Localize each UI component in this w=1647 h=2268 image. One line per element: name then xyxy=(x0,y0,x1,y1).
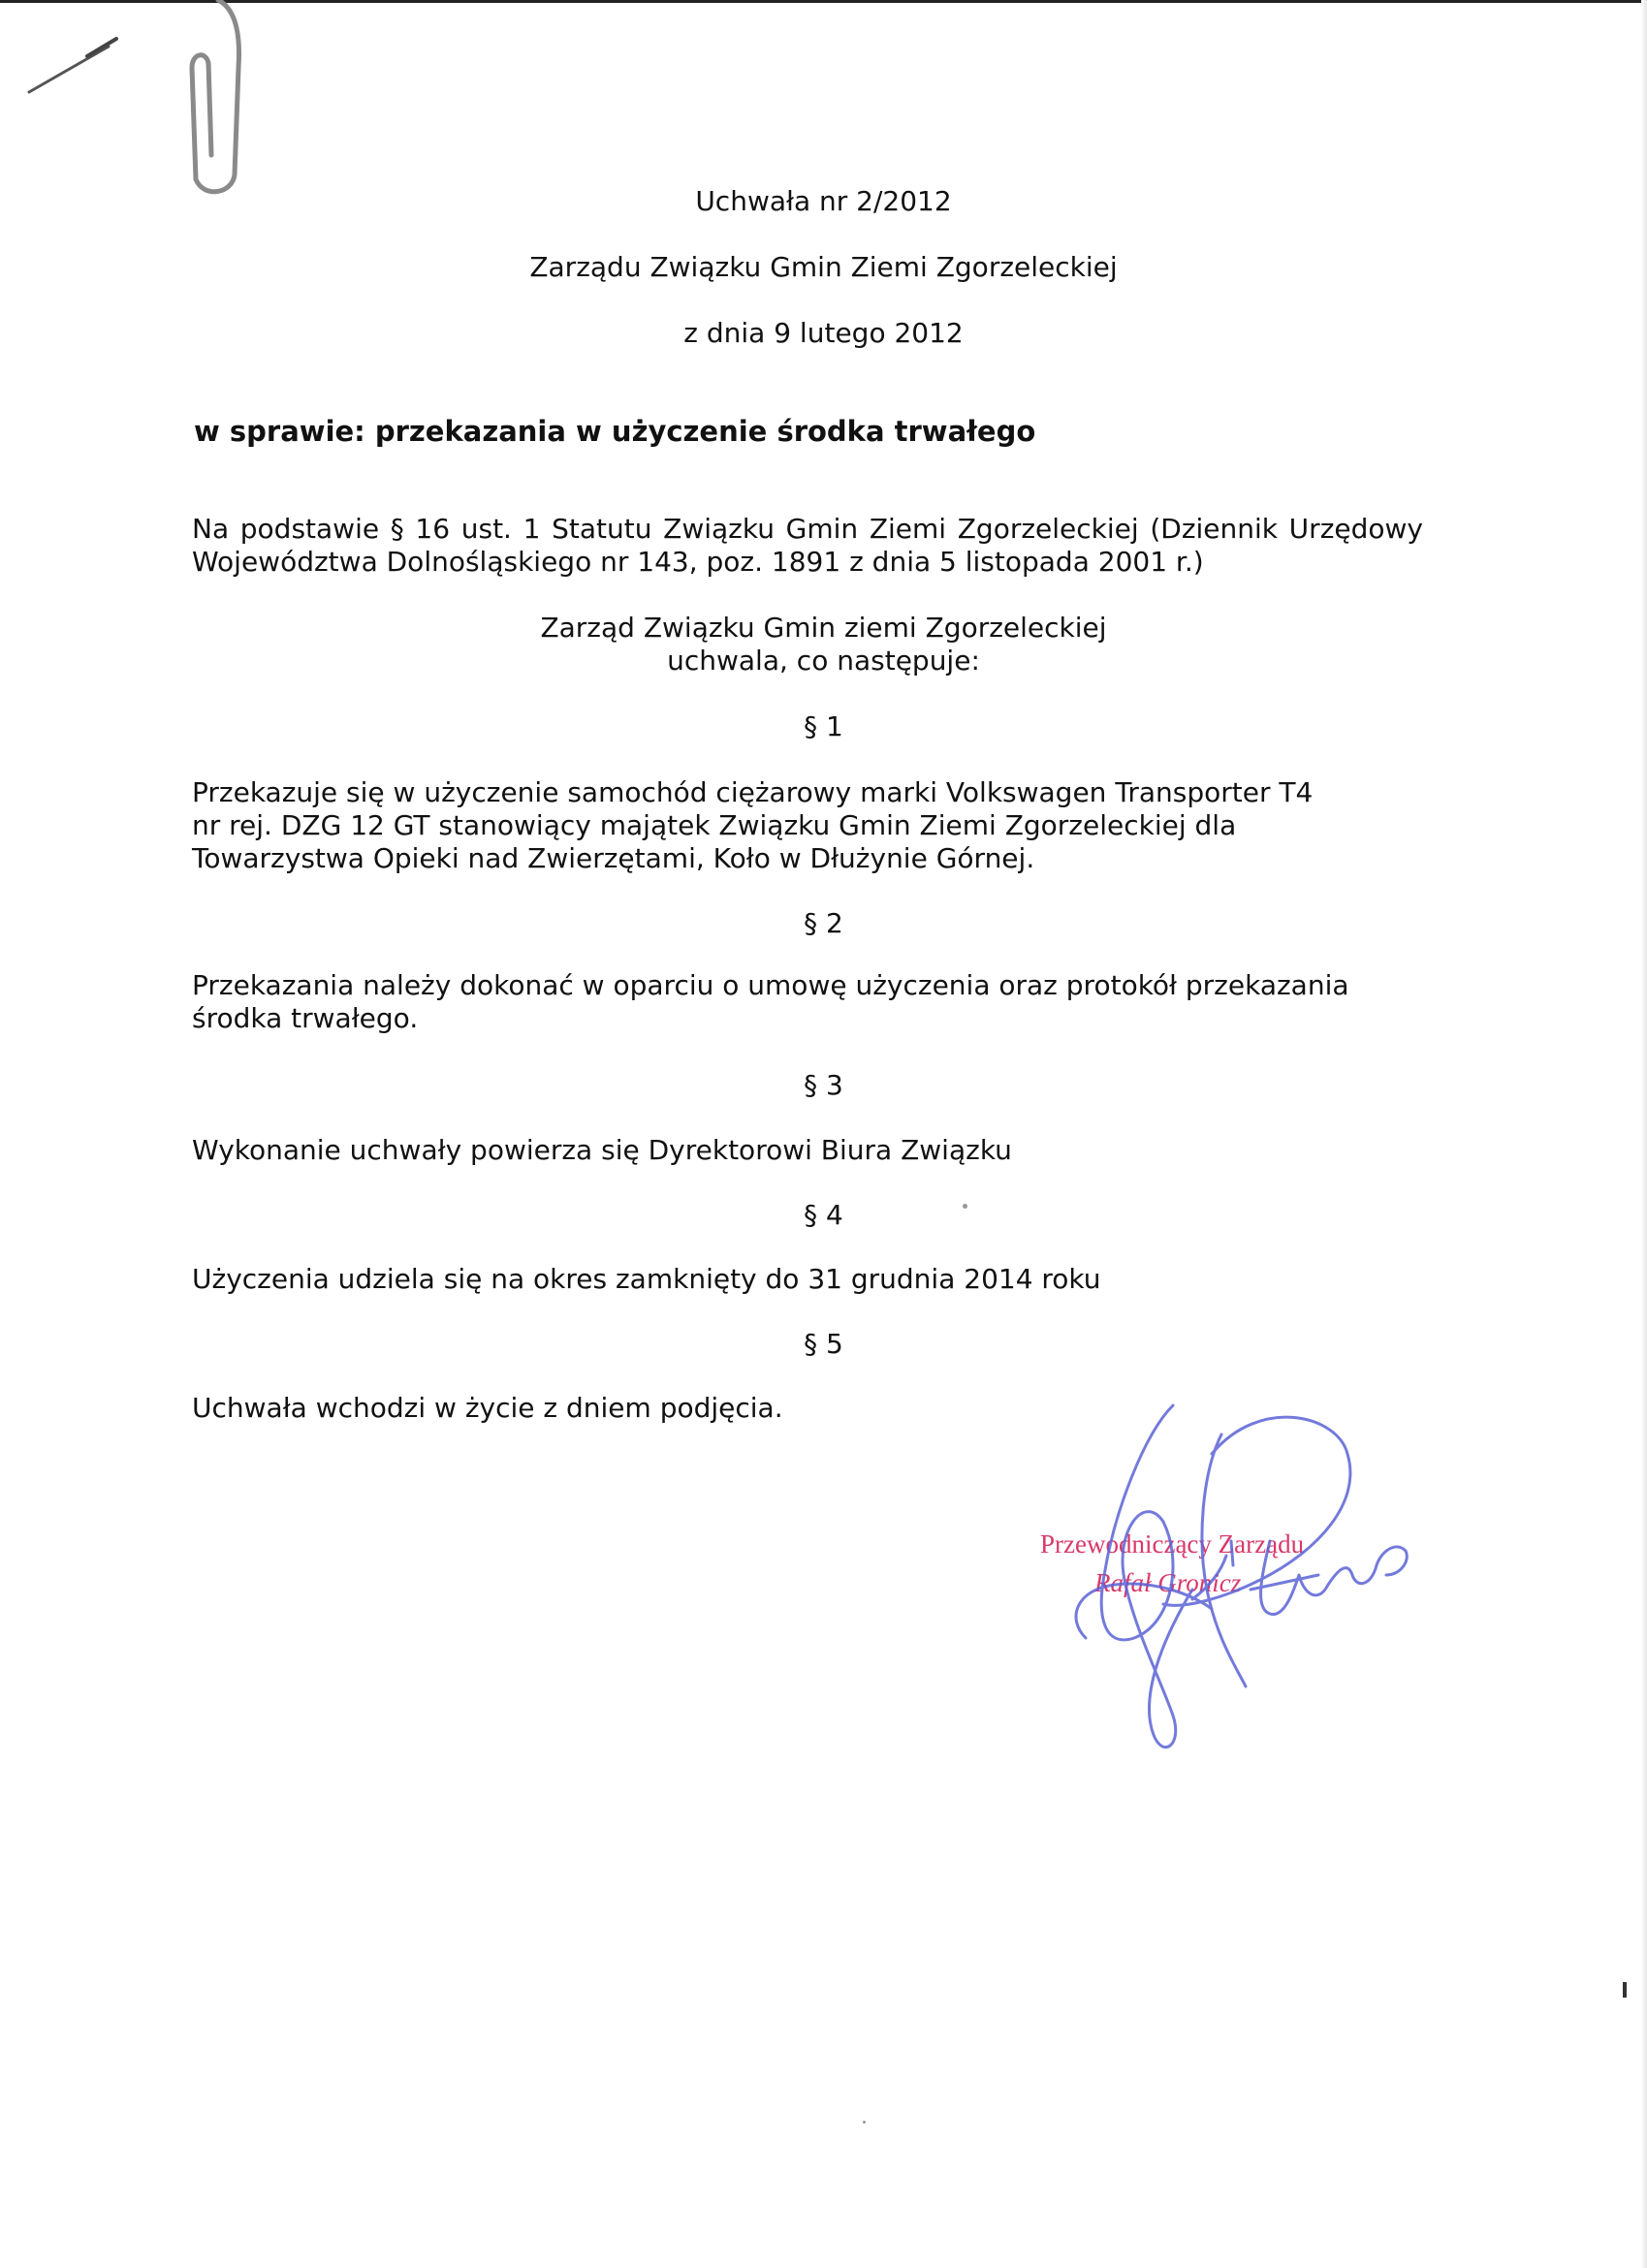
section-line: Uchwała wchodzi w życie z dniem podjęcia. xyxy=(192,1392,783,1424)
section-line: Przekazuje się w użyczenie samochód ciężarowy marki Volkswagen Transporter T4 xyxy=(192,776,1314,808)
scan-speck xyxy=(863,2121,866,2124)
section-text xyxy=(192,1263,1101,1296)
scan-speck xyxy=(963,1204,967,1209)
section-text xyxy=(192,969,1349,1035)
resolving-body: Zarząd Związku Gmin ziemi Zgorzeleckiej xyxy=(540,612,1107,644)
stamp-name: Rafał Gronicz xyxy=(1094,1568,1242,1597)
section-symbol: § 4 xyxy=(804,1199,843,1231)
stamp-role: Przewodniczący Zarządu xyxy=(1040,1529,1305,1559)
resolution-date: z dnia 9 lutego 2012 xyxy=(683,317,964,349)
section-line: Towarzystwa Opieki nad Zwierzętami, Koło w Dłużynie Górnej. xyxy=(192,842,1035,874)
section-text xyxy=(192,1392,783,1425)
resolves-phrase: uchwala, co następuje: xyxy=(667,645,980,677)
section-line: nr rej. DZG 12 GT stanowiący majątek Związku Gmin Ziemi Zgorzeleckiej dla xyxy=(192,809,1237,841)
signature xyxy=(1028,1396,1435,1764)
legal-basis-line: Województwa Dolnośląskiego nr 143, poz. 1891 z dnia 5 listopada 2001 r.) xyxy=(192,546,1204,578)
section-line: środka trwałego. xyxy=(192,1002,419,1034)
section-text xyxy=(192,776,1313,875)
legal-basis-line: Na podstawie § 16 ust. 1 Statutu Związku Gmin Ziemi Zgorzeleckiej (Dziennik Urzędowy xyxy=(192,513,1423,545)
section-symbol: § 5 xyxy=(804,1328,843,1360)
scan-mark xyxy=(1623,1982,1627,1998)
legal-basis xyxy=(192,513,1423,579)
paperclip-icon xyxy=(19,0,252,204)
section-line: Użyczenia udziela się na okres zamknięty do 31 grudnia 2014 roku xyxy=(192,1263,1101,1295)
section-line: Przekazania należy dokonać w oparciu o umowę użyczenia oraz protokół przekazania xyxy=(192,969,1349,1001)
section-symbol: § 2 xyxy=(804,907,843,939)
section-line: Wykonanie uchwały powierza się Dyrektorowi Biura Związku xyxy=(192,1134,1012,1166)
section-symbol: § 1 xyxy=(804,710,843,742)
issuing-body: Zarządu Związku Gmin Ziemi Zgorzeleckiej xyxy=(529,251,1118,283)
section-text xyxy=(192,1134,1012,1167)
resolution-subject: w sprawie: przekazania w użyczenie środka trwałego xyxy=(194,415,1036,448)
resolution-number: Uchwała nr 2/2012 xyxy=(695,185,952,217)
section-symbol: § 3 xyxy=(804,1069,843,1101)
